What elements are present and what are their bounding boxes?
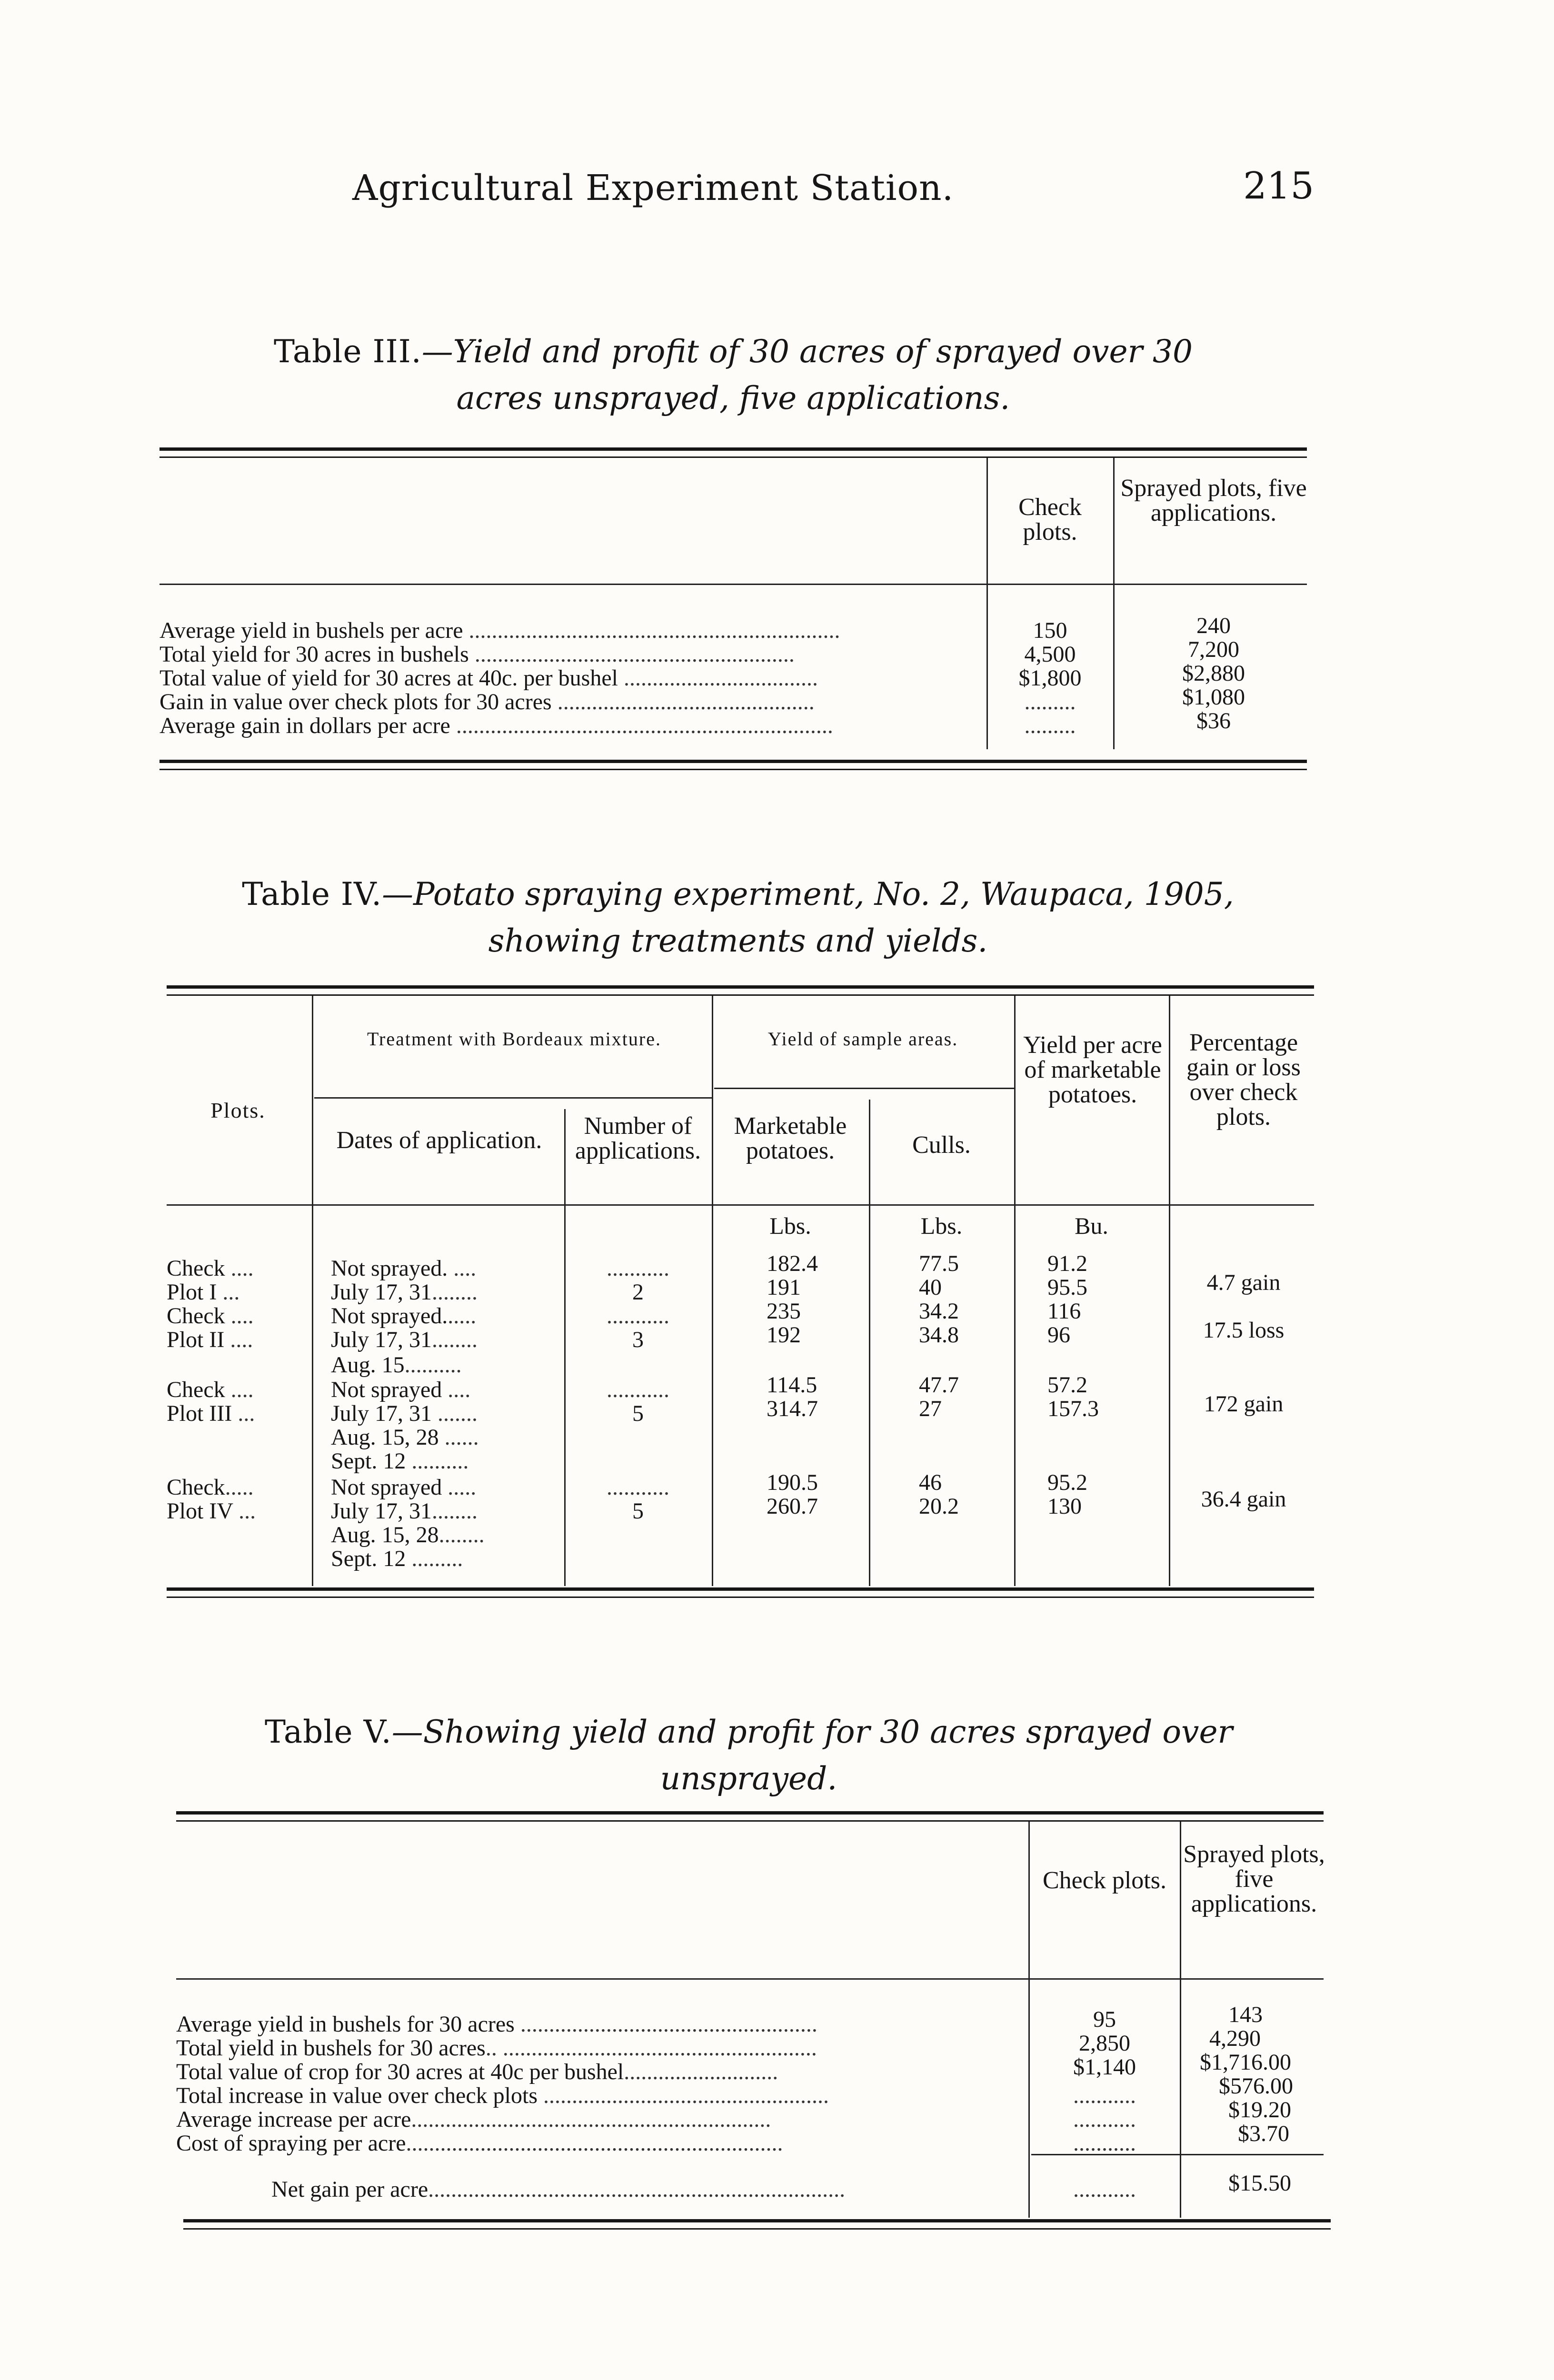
- table-4-plot-label: Plot II ....: [167, 1327, 253, 1352]
- table-4-number-leader: ...........: [607, 1303, 669, 1329]
- table-4-unit-bu: Bu.: [1075, 1212, 1108, 1239]
- table-4-plot-label: Check ....: [167, 1303, 254, 1329]
- table-3-check-value: 150: [1033, 618, 1067, 643]
- table-4-number-leader: ...........: [607, 1256, 669, 1281]
- table-4-head-rule: [167, 1204, 1314, 1206]
- table-4-culls: 20.2: [919, 1494, 959, 1519]
- table-4-marketable: 192: [767, 1322, 801, 1348]
- table-5-check-value: 95: [1093, 2007, 1116, 2032]
- table-4-top-rule: [167, 985, 1314, 996]
- table-3-col-divider-1: [986, 458, 988, 749]
- table-5-check-leader: ...........: [1073, 2107, 1136, 2132]
- table-3-check-leader: .........: [1024, 713, 1076, 738]
- table-4-col-divider: [1014, 996, 1016, 1586]
- table-5-label: Table V.: [264, 1714, 392, 1750]
- table-4-plot-label: Plot IV ...: [167, 1498, 256, 1524]
- table-4-marketable: 235: [767, 1299, 801, 1324]
- table-5-sprayed-value: $1,716.00: [1200, 2050, 1291, 2075]
- table-4-date: Sept. 12 ..........: [331, 1448, 469, 1474]
- table-4-unit-lbs: Lbs.: [769, 1212, 811, 1239]
- table-3-sprayed-value: $2,880: [1182, 661, 1245, 686]
- table-4-label: Table IV.: [242, 876, 382, 912]
- table-4-h-yield-acre: Yield per acre of marketable potatoes.: [1023, 1031, 1162, 1108]
- table-4-col-divider: [564, 1109, 566, 1586]
- table-4-marketable: 190.5: [767, 1470, 818, 1495]
- table-4-h-dates: Dates of application.: [336, 1127, 542, 1154]
- table-4-h-marketable: Marketable potatoes.: [734, 1112, 847, 1164]
- page-header: [162, 165, 1314, 215]
- table-4-culls: 46: [919, 1470, 942, 1495]
- table-5-sprayed-value: 143: [1228, 2002, 1263, 2027]
- table-5-col-divider-2: [1180, 1822, 1181, 2218]
- table-3-row-label: Average yield in bushels per acre .................................................................: [159, 619, 840, 643]
- table-3-row-label: Total value of yield for 30 acres at 40c. per bushel ..................................: [159, 666, 818, 690]
- table-5-row-label: Total increase in value over check plots ..................................................: [176, 2084, 829, 2108]
- table-4-h-percent: Percentage gain or loss over check plots.: [1186, 1029, 1301, 1130]
- table-4-percent: 36.4 gain: [1201, 1487, 1286, 1512]
- table-4-h-number: Number of applications.: [575, 1112, 701, 1164]
- table-3-title-line2: acres unsprayed, five applications.: [456, 380, 1010, 416]
- table-3-row-label: Gain in value over check plots for 30 acres .............................................: [159, 690, 815, 714]
- table-4-treatment-rule: [314, 1097, 712, 1099]
- table-4-caption: [159, 871, 1316, 964]
- table-4-h-culls: Culls.: [912, 1131, 971, 1159]
- table-4-per-acre: 95.5: [1047, 1275, 1087, 1300]
- table-4-date: July 17, 31 .......: [331, 1401, 478, 1426]
- table-4-culls: 40: [919, 1275, 942, 1300]
- table-3-label: Table III.: [273, 333, 422, 370]
- table-4-h-plots: Plots.: [210, 1098, 266, 1122]
- table-4-culls: 34.8: [919, 1322, 959, 1348]
- table-4-per-acre: 96: [1047, 1322, 1070, 1348]
- table-4-per-acre: 91.2: [1047, 1251, 1087, 1276]
- table-4-col-divider: [312, 996, 313, 1586]
- table-5-col-divider-1: [1028, 1822, 1030, 2218]
- table-5-bottom-rule: [183, 2219, 1331, 2230]
- table-5-row-label: Average increase per acre...............................................................: [176, 2108, 771, 2132]
- table-4-col-divider: [712, 996, 713, 1586]
- page-number: 215: [1243, 165, 1314, 208]
- table-4-date: Aug. 15..........: [331, 1352, 462, 1378]
- table-5-check-leader: ...........: [1073, 2177, 1136, 2202]
- table-4-date: Not sprayed. ....: [331, 1256, 477, 1281]
- table-5-check-value: $1,140: [1073, 2054, 1136, 2080]
- table-5-check-leader: ...........: [1073, 2083, 1136, 2108]
- table-5-sprayed-value: $3.70: [1238, 2121, 1289, 2146]
- table-4-number: 5: [632, 1498, 644, 1524]
- table-4-date: July 17, 31........: [331, 1279, 478, 1305]
- table-4-plot-label: Check ....: [167, 1377, 254, 1402]
- table-4-bottom-rule: [167, 1587, 1314, 1598]
- table-4-culls: 27: [919, 1396, 942, 1421]
- table-3-check-value: 4,500: [1024, 642, 1076, 667]
- table-5-sprayed-value: $576.00: [1219, 2073, 1293, 2099]
- table-5-top-rule: [176, 1811, 1324, 1822]
- table-4-number-leader: ...........: [607, 1377, 669, 1402]
- table-4-per-acre: 116: [1047, 1299, 1081, 1324]
- table-4-date: Not sprayed......: [331, 1303, 477, 1329]
- table-4-date: Not sprayed .....: [331, 1475, 477, 1500]
- table-3-top-rule: [159, 447, 1307, 458]
- table-4-culls: 77.5: [919, 1251, 959, 1276]
- table-5-title-line2: unsprayed.: [660, 1760, 837, 1797]
- table-3-bottom-rule: [159, 760, 1307, 770]
- table-5-net-label: Net gain per acre.........................................................................: [271, 2178, 846, 2202]
- table-3-check-leader: .........: [1024, 689, 1076, 714]
- table-4-plot-label: Check ....: [167, 1256, 254, 1281]
- table-4-plot-label: Plot III ...: [167, 1401, 255, 1426]
- table-3-sprayed-value: $1,080: [1182, 684, 1245, 710]
- table-4-unit-lbs: Lbs.: [920, 1212, 963, 1239]
- table-4-number: 3: [632, 1327, 644, 1352]
- table-4-yield-rule: [714, 1088, 1014, 1089]
- table-3-sprayed-value: 240: [1196, 613, 1231, 638]
- table-5-head-rule: [176, 1978, 1324, 1980]
- table-4-plot-label: Plot I ...: [167, 1279, 240, 1305]
- table-4-h-treatment: Treatment with Bordeaux mixture.: [367, 1028, 661, 1050]
- table-3-col-divider-2: [1113, 458, 1115, 749]
- table-3-row-label: Average gain in dollars per acre ..................................................................: [159, 714, 833, 738]
- table-4-marketable: 191: [767, 1275, 801, 1300]
- table-3-col-sprayed: Sprayed plots, five applications.: [1120, 475, 1307, 526]
- table-3-head-rule: [159, 584, 1307, 585]
- table-3-sprayed-value: $36: [1196, 708, 1231, 734]
- table-4-date: Sept. 12 .........: [331, 1546, 463, 1571]
- table-5-net-value: $15.50: [1228, 2171, 1291, 2196]
- table-3-check-value: $1,800: [1018, 665, 1082, 691]
- table-5-sprayed-value: 4,290: [1209, 2026, 1261, 2051]
- table-4-title-line1: —Potato spraying experiment, No. 2, Waupaca, 1905,: [382, 876, 1234, 912]
- table-5-check-value: 2,850: [1079, 2031, 1130, 2056]
- running-head: Agricultural Experiment Station.: [352, 168, 954, 208]
- table-5-col-check: Check plots.: [1043, 1867, 1166, 1894]
- table-4-marketable: 182.4: [767, 1251, 818, 1276]
- table-3-caption: [157, 328, 1309, 422]
- table-4-percent: 172 gain: [1204, 1391, 1284, 1417]
- table-4-date: Aug. 15, 28 ......: [331, 1425, 479, 1450]
- table-4-per-acre: 57.2: [1047, 1372, 1087, 1398]
- table-5-title-line1: —Showing yield and profit for 30 acres sprayed over: [391, 1714, 1233, 1750]
- table-3-row-label: Total yield for 30 acres in bushels ........................................................: [159, 643, 795, 666]
- table-5-sprayed-value: $19.20: [1228, 2097, 1291, 2122]
- table-3-sprayed-value: 7,200: [1188, 637, 1239, 662]
- table-4-culls: 47.7: [919, 1372, 959, 1398]
- table-4-percent: 17.5 loss: [1203, 1318, 1285, 1343]
- table-5-row-label: Total yield in bushels for 30 acres.. .......................................................: [176, 2036, 817, 2060]
- table-4-date: Aug. 15, 28........: [331, 1522, 485, 1547]
- table-5-row-label: Total value of crop for 30 acres at 40c per bushel...........................: [176, 2060, 778, 2084]
- table-3-title-line1: —Yield and profit of 30 acres of sprayed over 30: [421, 333, 1193, 370]
- table-4-date: Not sprayed ....: [331, 1377, 471, 1402]
- table-4-number: 2: [632, 1279, 644, 1305]
- table-4-plot-label: Check.....: [167, 1475, 254, 1500]
- table-5-row-label: Average yield in bushels for 30 acres ....................................................: [176, 2013, 817, 2036]
- table-5-total-rule: [1031, 2154, 1324, 2155]
- table-4-per-acre: 95.2: [1047, 1470, 1087, 1495]
- table-5-col-sprayed: Sprayed plots, five applications.: [1183, 1841, 1325, 1917]
- table-4-marketable: 314.7: [767, 1396, 818, 1421]
- table-4-per-acre: 130: [1047, 1494, 1082, 1519]
- table-5-row-label: Cost of spraying per acre..................................................................: [176, 2132, 783, 2155]
- table-3-col-check: Check plots.: [1018, 494, 1082, 545]
- table-4-col-divider: [869, 1100, 870, 1586]
- table-5-check-leader: ...........: [1073, 2131, 1136, 2156]
- table-4-date: July 17, 31........: [331, 1498, 478, 1524]
- table-4-per-acre: 157.3: [1047, 1396, 1099, 1421]
- table-4-number-leader: ...........: [607, 1475, 669, 1500]
- table-4-marketable: 114.5: [767, 1372, 817, 1398]
- table-4-h-yield-areas: Yield of sample areas.: [767, 1028, 958, 1050]
- table-4-title-line2: showing treatments and yields.: [488, 922, 988, 959]
- table-4-marketable: 260.7: [767, 1494, 818, 1519]
- table-4-number: 5: [632, 1401, 644, 1426]
- table-4-percent: 4.7 gain: [1206, 1270, 1281, 1295]
- table-5-caption: [169, 1709, 1328, 1802]
- table-4-col-divider: [1169, 996, 1170, 1586]
- table-4-culls: 34.2: [919, 1299, 959, 1324]
- table-4-date: July 17, 31........: [331, 1327, 478, 1352]
